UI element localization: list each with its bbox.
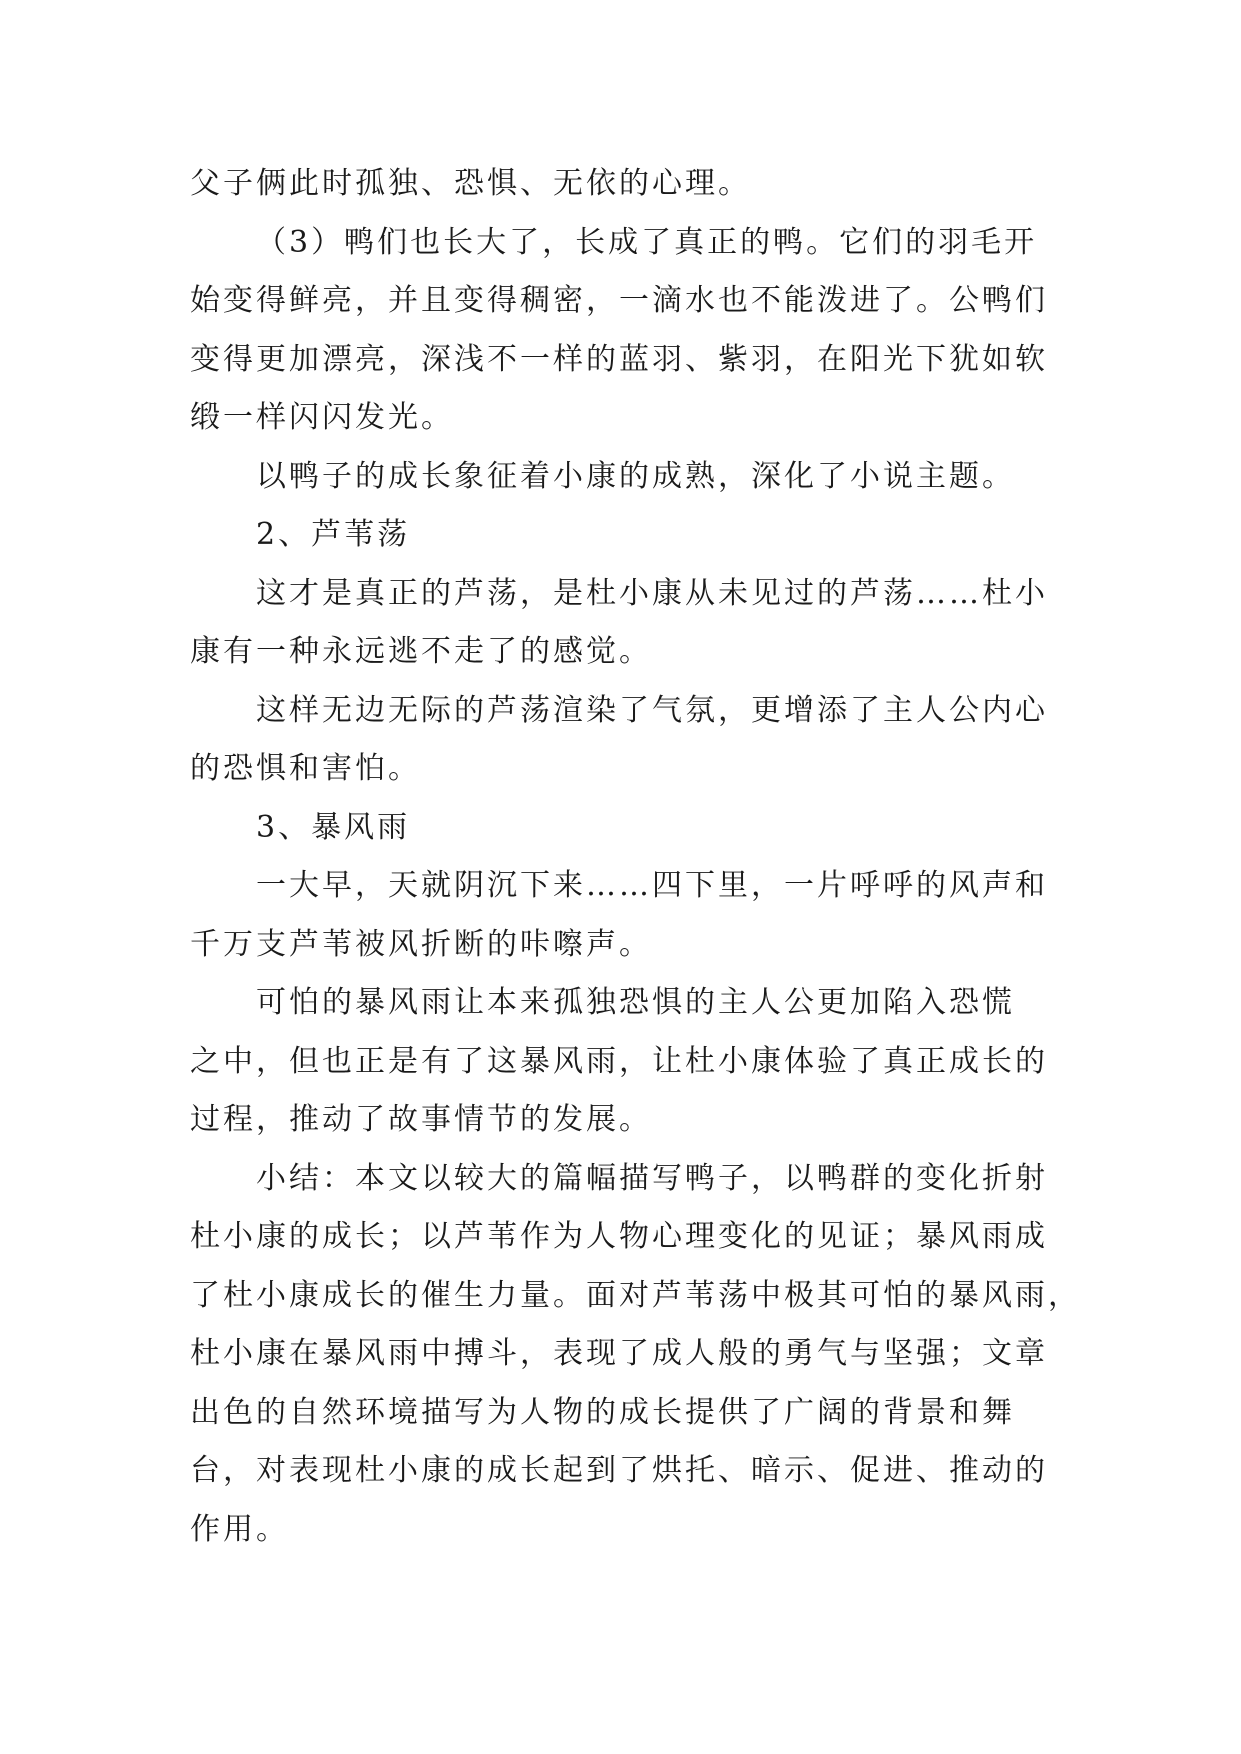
text-line: 之中，但也正是有了这暴风雨，让杜小康体验了真正成长的 bbox=[190, 1043, 1048, 1079]
text-line: 千万支芦苇被风折断的咔嚓声。 bbox=[190, 926, 652, 962]
summary-line: 作用。 bbox=[190, 1511, 289, 1547]
summary-line: 杜小康的成长；以芦苇作为人物心理变化的见证；暴风雨成 bbox=[190, 1219, 1048, 1254]
body-text bbox=[190, 155, 1081, 1559]
text-line: 缎一样闪闪发光。 bbox=[190, 400, 454, 435]
summary-line: 了杜小康成长的催生力量。面对芦苇荡中极其可怕的暴风雨， bbox=[190, 1277, 1081, 1313]
text-line: 可怕的暴风雨让本来孤独恐惧的主人公更加陷入恐慌 bbox=[256, 985, 1015, 1020]
text-line: 父子俩此时孤独、恐惧、无依的心理。 bbox=[190, 166, 751, 201]
text-line: 这才是真正的芦荡，是杜小康从未见过的芦荡……杜小 bbox=[256, 575, 1048, 611]
text-line: 始变得鲜亮，并且变得稠密，一滴水也不能泼进了。公鸭们 bbox=[190, 283, 1048, 318]
text-line: （3）鸭们也长大了，长成了真正的鸭。它们的羽毛开 bbox=[256, 224, 1038, 260]
summary-line: 出色的自然环境描写为人物的成长提供了广阔的背景和舞 bbox=[190, 1394, 1015, 1430]
text-line: 这样无边无际的芦荡渲染了气氛，更增添了主人公内心 bbox=[256, 692, 1048, 728]
text-line: 以鸭子的成长象征着小康的成熟，深化了小说主题。 bbox=[256, 458, 1015, 494]
summary-line: 台，对表现杜小康的成长起到了烘托、暗示、促进、推动的 bbox=[190, 1453, 1048, 1488]
text-line: 康有一种永远逃不走了的感觉。 bbox=[190, 634, 652, 669]
text-line: 一大早，天就阴沉下来……四下里，一片呼呼的风声和 bbox=[256, 868, 1048, 903]
text-line: 的恐惧和害怕。 bbox=[190, 751, 421, 786]
section-heading: 3、暴风雨 bbox=[256, 809, 411, 845]
text-line: 过程，推动了故事情节的发展。 bbox=[190, 1102, 652, 1137]
summary-line: 小结：本文以较大的篇幅描写鸭子，以鸭群的变化折射 bbox=[256, 1160, 1048, 1196]
section-heading: 2、芦苇荡 bbox=[256, 517, 411, 552]
text-line: 变得更加漂亮，深浅不一样的蓝羽、紫羽，在阳光下犹如软 bbox=[190, 341, 1048, 377]
summary-line: 杜小康在暴风雨中搏斗，表现了成人般的勇气与坚强；文章 bbox=[190, 1336, 1048, 1371]
